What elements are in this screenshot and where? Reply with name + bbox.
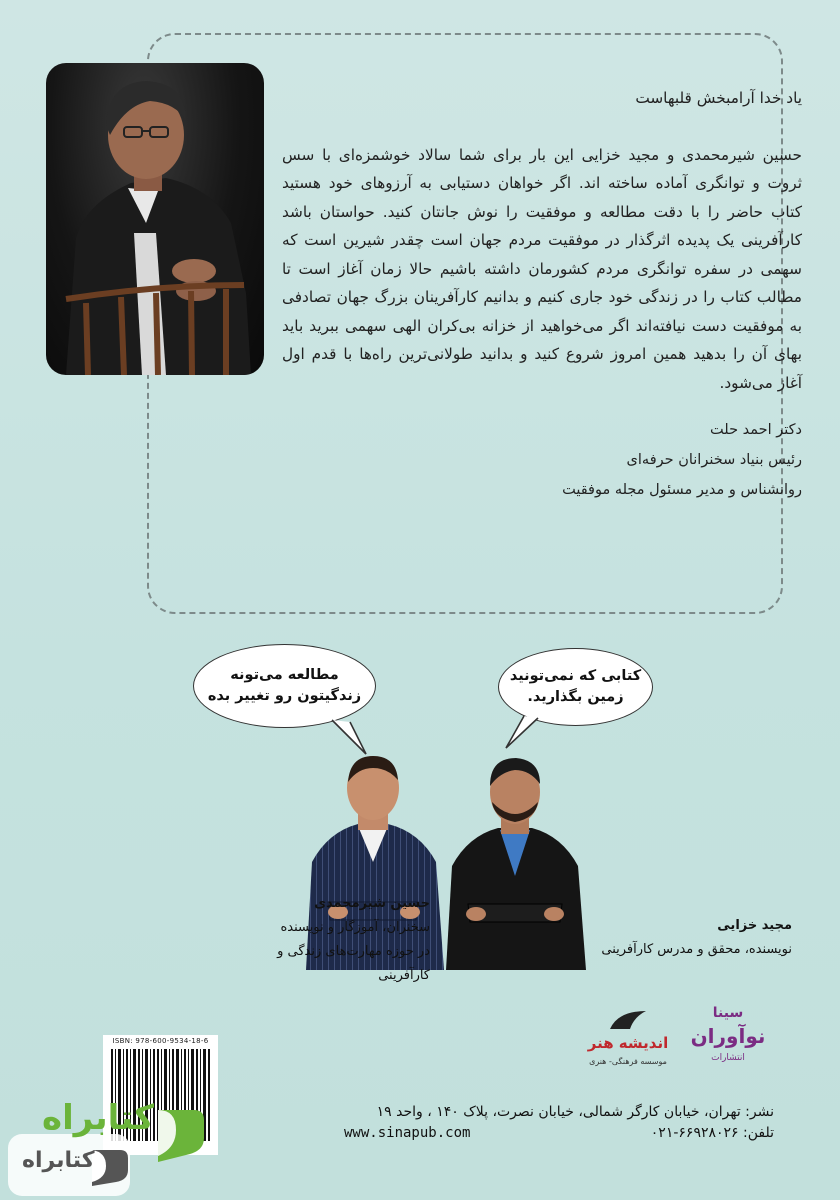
bubble-left-line-1: مطالعه می‌تونه [230, 667, 339, 683]
author-right-photo [440, 756, 590, 970]
author-photo [46, 63, 264, 375]
author-right-caption [592, 914, 792, 962]
signature-name: دکتر احمد حلت [710, 422, 802, 438]
bubble-right-tail [502, 712, 542, 752]
isbn-text: ISBN: 978-600-9534-18-6 [112, 1037, 209, 1045]
watermark-text-large: کتابراه [42, 1098, 155, 1138]
author-left-line-1: سخنران، آموزگار و نویسنده [280, 920, 430, 935]
sina-logo-sub: انتشارات [711, 1053, 745, 1063]
back-cover-text [282, 84, 802, 505]
sina-logo-top: سینا [712, 1005, 744, 1021]
publisher-address [344, 1102, 774, 1144]
author-left-line-2: در حوزه مهارت‌های زندگی و کارآفرینی [277, 944, 430, 983]
bubble-right-line-1: کتابی که نمی‌تونید [509, 668, 642, 684]
main-paragraph: حسین شیرمحمدی و مجید خزایی این بار برای شما سالاد خوشمزه‌ای با سس ثروت و توانگری آماده ساخته اند. اگر خواهان دستیابی به آرزوهای خود هستید کتاب حاضر را با دقت مطالعه و موفقیت را نوش جانتان کنید. حواستان باشد کارآفرینی یک پدیده اثرگذار در موفقیت مردم جهان است چقدر شیرین است که سهمی در سفره توانگری مردم کشورمان داشته باشیم حالا زمان آغاز است تا مطالب کتاب را در زندگی خود جاری کنیم و بدانیم کارآفرینان بزرگ جهان تصادفی به موفقیت دست نیافته‌اند اگر می‌خواهید از خزانه بی‌کران الهی سهمی ببرید باید بهای آن را بدهید همین امروز شروع کنید و بدانید طولانی‌ترین راه‌ها با قدم اول آغاز می‌شود. [282, 145, 802, 392]
author-left-caption [270, 892, 430, 988]
sina-logo-main: نوآوران [690, 1024, 766, 1048]
author-right-line-1: نویسنده، محقق و مدرس کارآفرینی [601, 942, 792, 957]
intro-line: یاد خدا آرامبخش قلبهاست [635, 89, 802, 107]
signature-role-2: روانشناس و مدیر مسئول مجله موفقیت [562, 482, 802, 498]
wing-icon [608, 1009, 648, 1031]
author-right-name: مجید خزایی [717, 918, 792, 933]
address-line: نشر: تهران، خیابان کارگر شمالی، خیابان نصرت، پلاک ۱۴۰ ، واحد ۱۹ [376, 1104, 774, 1120]
author-left-name: حسین شیرمحمدی [314, 896, 430, 911]
andishe-honar-logo-main: اندیشه هنر [587, 1034, 669, 1052]
publisher-logos [578, 1005, 778, 1093]
website-link[interactable]: www.sinapub.com [344, 1125, 471, 1141]
ketabrah-watermark [8, 1090, 208, 1196]
andishe-honar-logo-sub: موسسه فرهنگی- هنری [589, 1057, 667, 1066]
sina-logo [678, 1005, 778, 1093]
speech-bubble-left [193, 644, 376, 728]
signature [282, 415, 802, 505]
bubble-left-line-2: زندگیتون رو تغییر بده [207, 688, 362, 704]
signature-role-1: رئیس بنیاد سخنرانان حرفه‌ای [626, 452, 802, 468]
andishe-honar-logo [578, 1009, 678, 1093]
bubble-right-line-2: زمین بگذارید. [527, 689, 624, 705]
phone-line: تلفن: ۶۶۹۲۸۰۲۶-۰۲۱ [650, 1125, 774, 1141]
watermark-text-small: کتابراه [22, 1148, 95, 1173]
